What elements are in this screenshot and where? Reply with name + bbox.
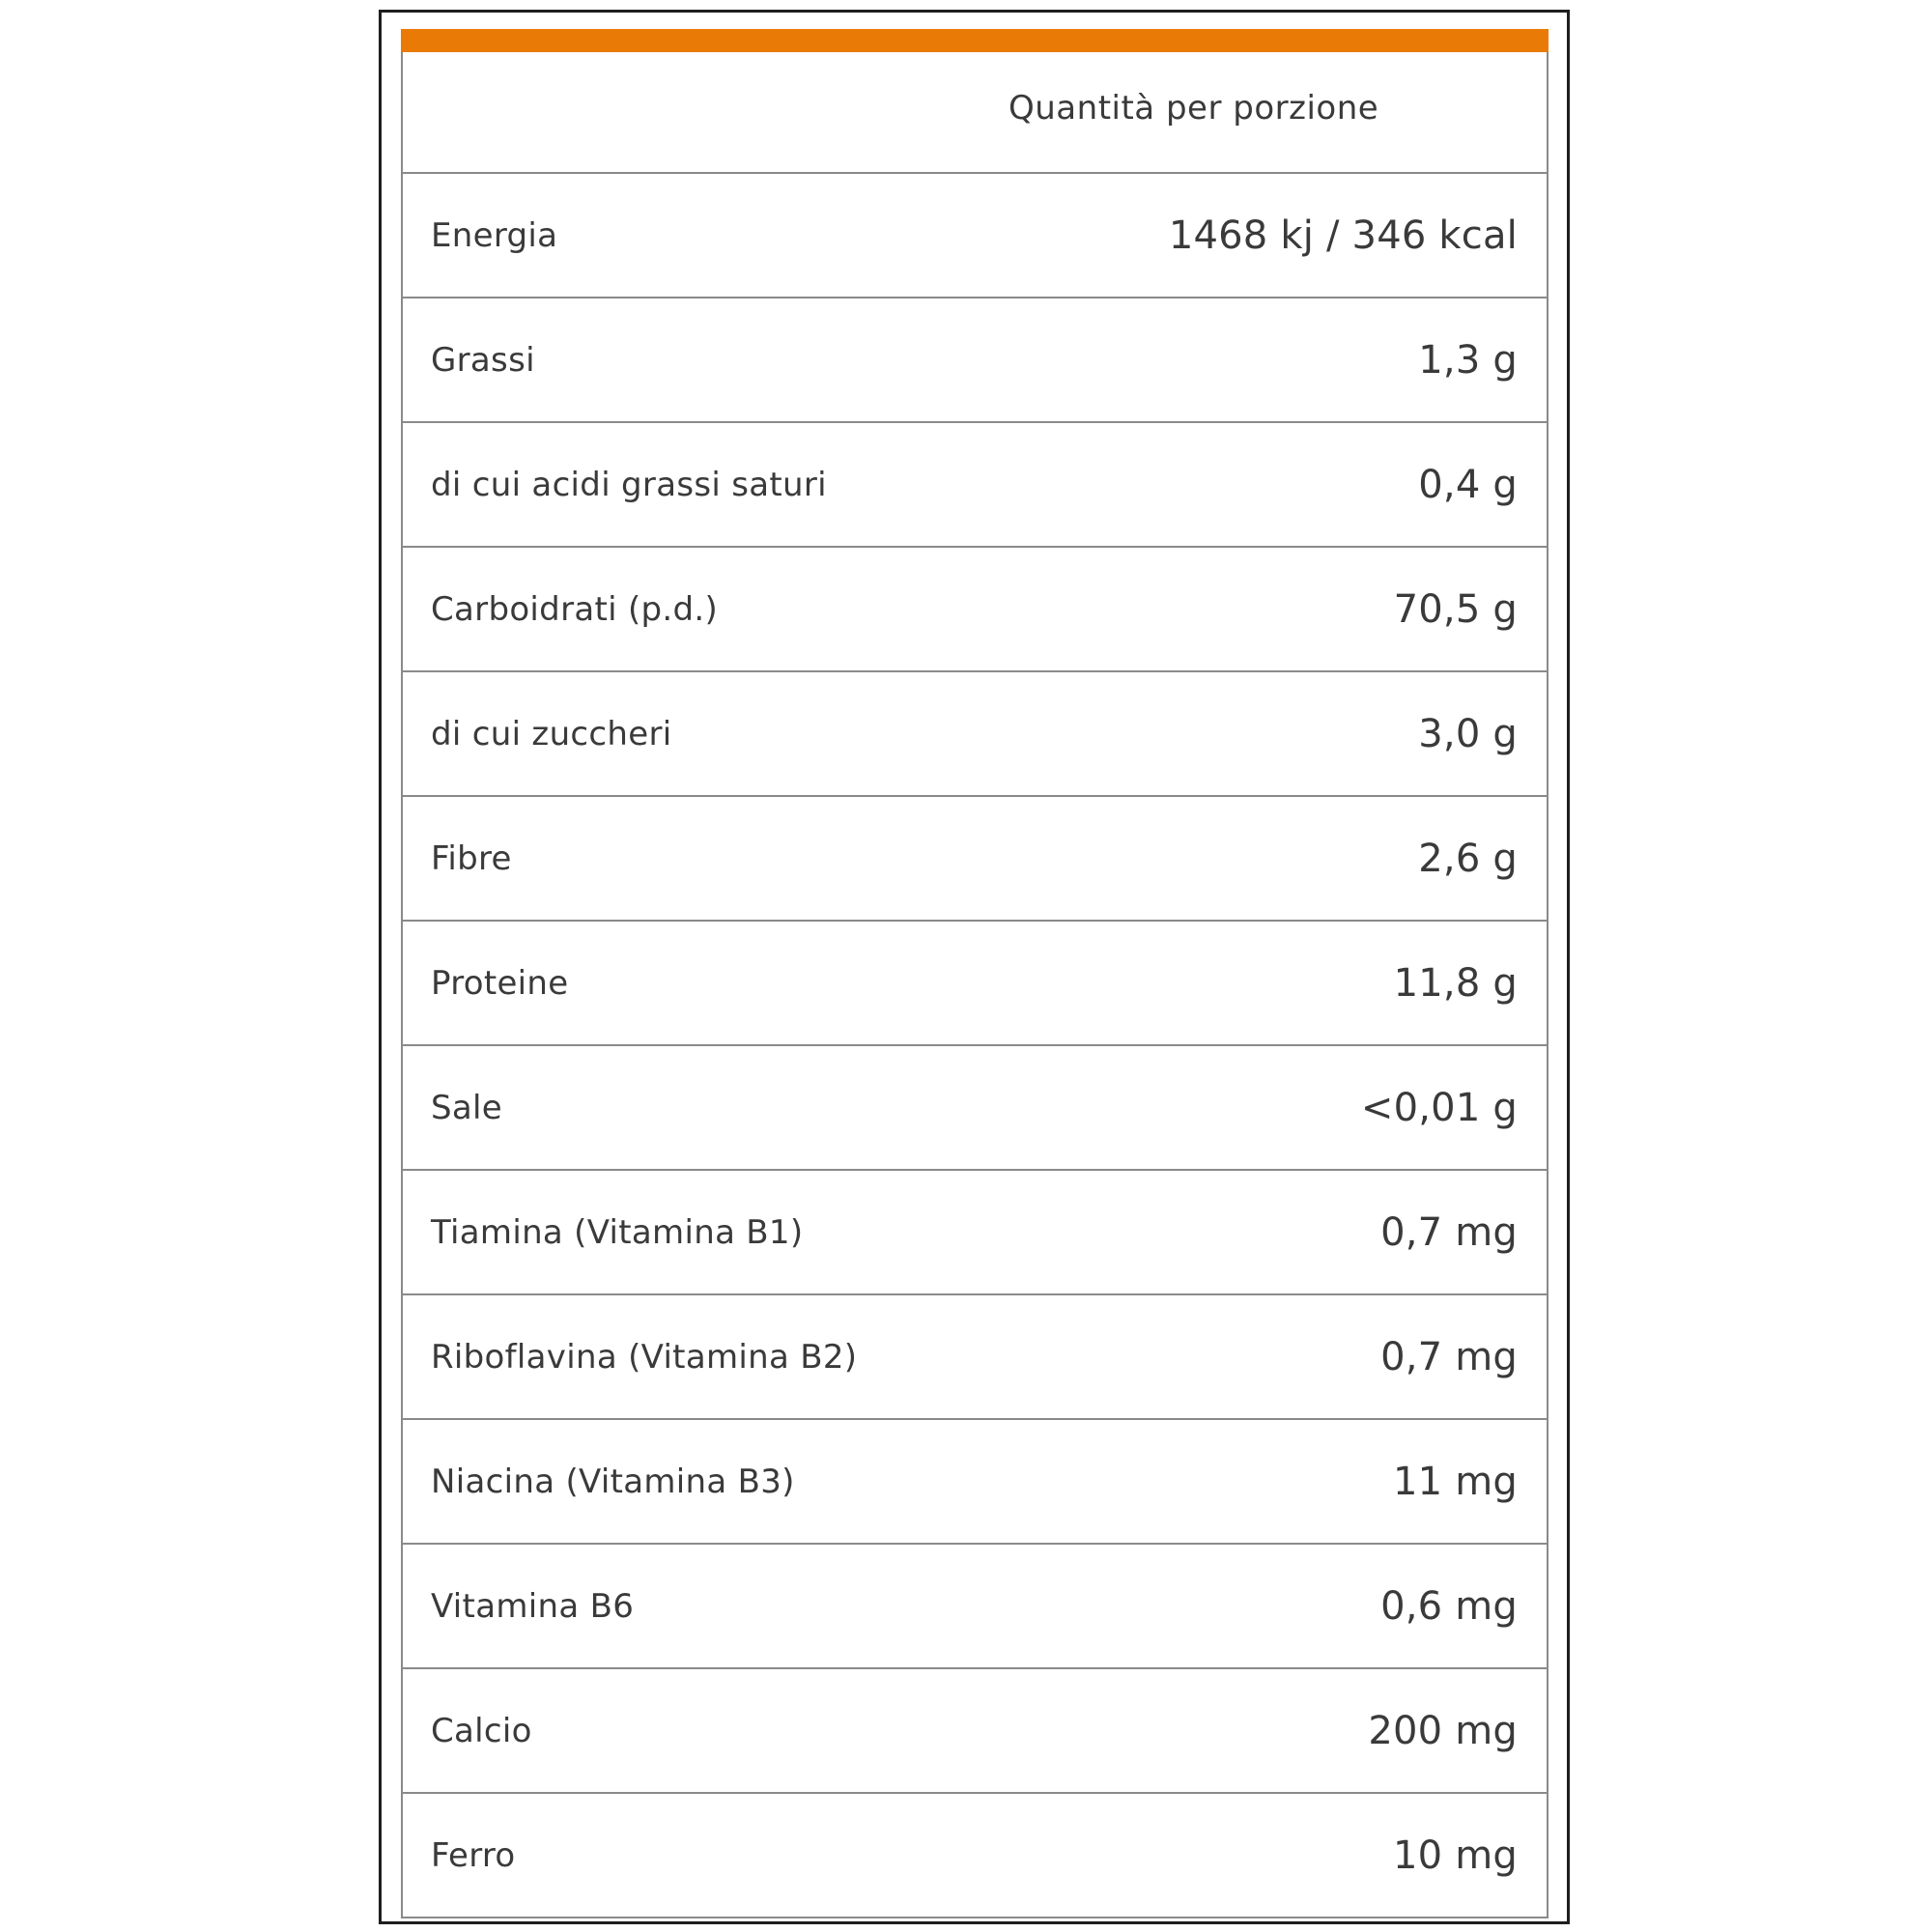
- table-row: [403, 298, 1547, 423]
- table-row: [403, 1669, 1547, 1794]
- nutrition-frame: [379, 10, 1570, 1924]
- table-row: [403, 1295, 1547, 1420]
- table-row: [403, 1171, 1547, 1295]
- accent-bar: [401, 29, 1548, 52]
- nutrient-value: 2,6 g: [1418, 836, 1518, 881]
- nutrient-name: di cui zuccheri: [431, 714, 672, 753]
- nutrient-name: Carboidrati (p.d.): [431, 589, 719, 629]
- nutrient-value: 3,0 g: [1418, 711, 1518, 756]
- nutrient-value: 200 mg: [1368, 1708, 1518, 1753]
- nutrient-name: Calcio: [431, 1711, 532, 1750]
- nutrient-value: 0,6 mg: [1380, 1583, 1518, 1629]
- nutrient-name: di cui acidi grassi saturi: [431, 465, 827, 504]
- table-row: [403, 1794, 1547, 1917]
- nutrient-value: 70,5 g: [1393, 586, 1518, 632]
- nutrient-value: <0,01 g: [1360, 1085, 1518, 1130]
- nutrient-value: 1,3 g: [1418, 337, 1518, 383]
- nutrient-name: Niacina (Vitamina B3): [431, 1462, 795, 1501]
- nutrition-table: [401, 29, 1548, 1918]
- table-row: [403, 797, 1547, 922]
- nutrient-value: 10 mg: [1393, 1833, 1518, 1878]
- nutrient-name: Energia: [431, 215, 558, 255]
- table-row: [403, 548, 1547, 672]
- nutrient-value: 11,8 g: [1393, 960, 1518, 1006]
- header-label: Quantità per porzione: [1009, 89, 1379, 128]
- nutrient-value: 0,7 mg: [1380, 1209, 1518, 1255]
- nutrient-name: Fibre: [431, 838, 512, 878]
- table-row: [403, 1046, 1547, 1171]
- table-row: [403, 672, 1547, 797]
- table-body: [403, 174, 1547, 1917]
- table-row: [403, 1420, 1547, 1545]
- table-row: [403, 1545, 1547, 1669]
- nutrient-name: Proteine: [431, 963, 569, 1003]
- nutrient-name: Riboflavina (Vitamina B2): [431, 1337, 858, 1377]
- table-row: [403, 423, 1547, 548]
- nutrient-value: 11 mg: [1393, 1459, 1518, 1504]
- nutrient-name: Vitamina B6: [431, 1586, 635, 1626]
- nutrient-name: Tiamina (Vitamina B1): [431, 1212, 804, 1252]
- nutrient-name: Ferro: [431, 1835, 516, 1875]
- table-header: [403, 52, 1547, 174]
- nutrient-value: 1468 kj / 346 kcal: [1168, 213, 1518, 258]
- nutrient-value: 0,7 mg: [1380, 1334, 1518, 1379]
- table-row: [403, 174, 1547, 298]
- nutrient-name: Sale: [431, 1088, 502, 1127]
- table-row: [403, 922, 1547, 1046]
- nutrient-value: 0,4 g: [1418, 462, 1518, 507]
- nutrient-name: Grassi: [431, 340, 535, 380]
